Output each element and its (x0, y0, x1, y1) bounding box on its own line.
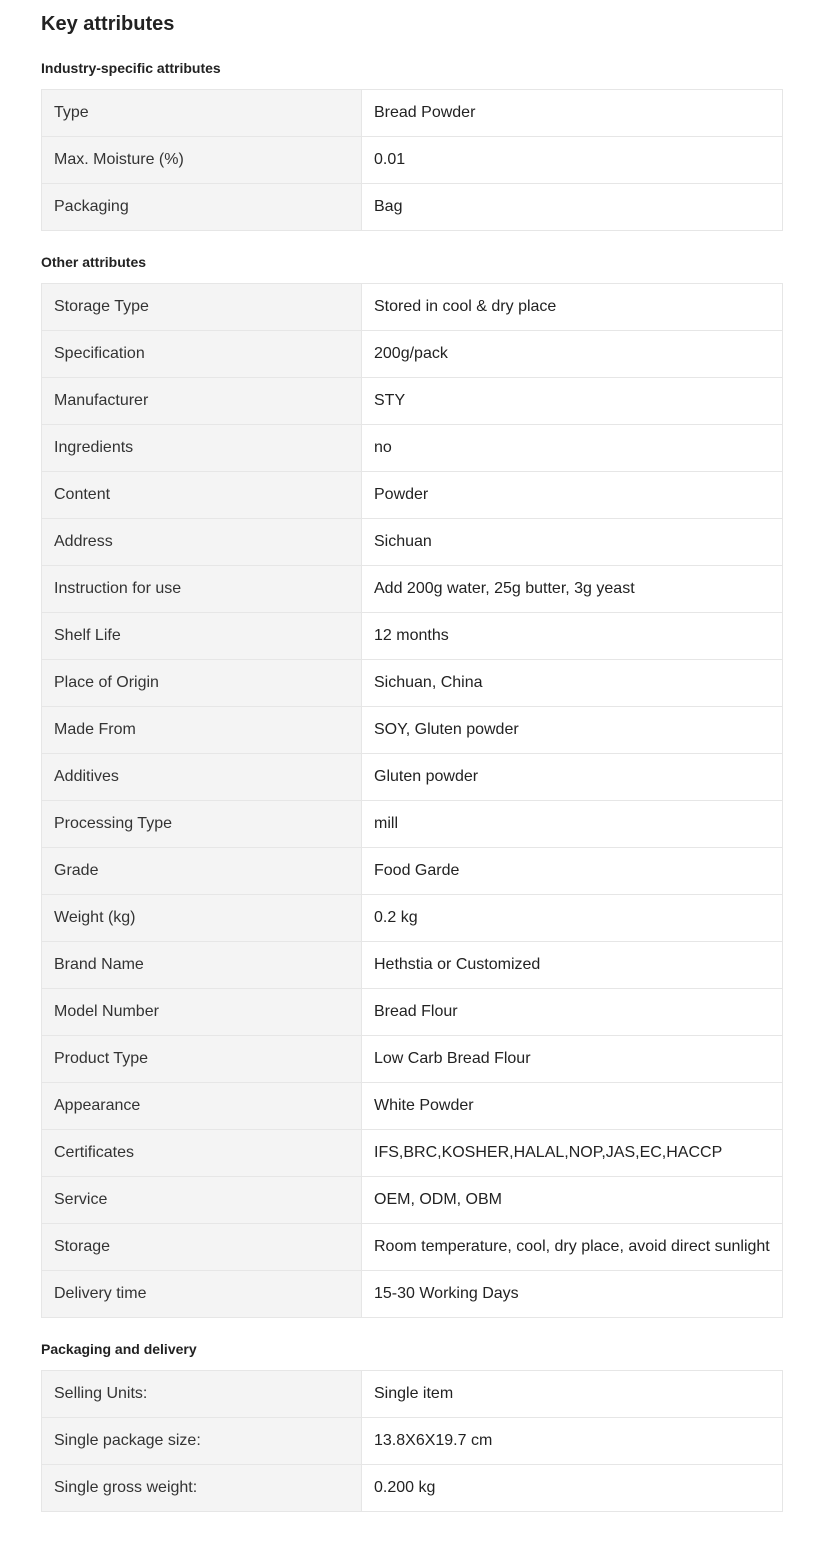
attribute-value: 15-30 Working Days (362, 1271, 783, 1318)
attribute-label: Address (42, 519, 362, 566)
attribute-row (42, 801, 783, 848)
attribute-row (42, 184, 783, 231)
attribute-row (42, 1083, 783, 1130)
attribute-value: Room temperature, cool, dry place, avoid direct sunlight (362, 1224, 783, 1271)
packaging-delivery-table (41, 1370, 783, 1512)
attribute-label: Single gross weight: (42, 1465, 362, 1512)
attribute-row (42, 895, 783, 942)
attribute-label: Shelf Life (42, 613, 362, 660)
attribute-row (42, 90, 783, 137)
industry-attributes-body (42, 90, 783, 231)
attribute-value: 0.200 kg (362, 1465, 783, 1512)
attribute-label: Grade (42, 848, 362, 895)
attribute-row (42, 1224, 783, 1271)
attribute-label: Selling Units: (42, 1371, 362, 1418)
attribute-row (42, 942, 783, 989)
attribute-label: Place of Origin (42, 660, 362, 707)
attribute-row (42, 472, 783, 519)
attribute-label: Instruction for use (42, 566, 362, 613)
section-title-other-attributes: Other attributes (41, 254, 147, 270)
packaging-delivery-body (42, 1371, 783, 1512)
attribute-value: 0.2 kg (362, 895, 783, 942)
page-title: Key attributes (41, 13, 175, 35)
attribute-label: Made From (42, 707, 362, 754)
attribute-label: Ingredients (42, 425, 362, 472)
attribute-row (42, 660, 783, 707)
attribute-value: Low Carb Bread Flour (362, 1036, 783, 1083)
attribute-label: Processing Type (42, 801, 362, 848)
attribute-value: Food Garde (362, 848, 783, 895)
attribute-row (42, 1418, 783, 1465)
attribute-row (42, 1271, 783, 1318)
other-attributes-body (42, 284, 783, 1318)
attribute-label: Single package size: (42, 1418, 362, 1465)
other-attributes-table (41, 283, 783, 1318)
attribute-label: Type (42, 90, 362, 137)
attribute-row (42, 848, 783, 895)
attribute-row (42, 1371, 783, 1418)
attribute-value: SOY, Gluten powder (362, 707, 783, 754)
attribute-label: Content (42, 472, 362, 519)
attribute-row (42, 137, 783, 184)
attribute-row (42, 707, 783, 754)
attribute-value: Bread Powder (362, 90, 783, 137)
attribute-label: Max. Moisture (%) (42, 137, 362, 184)
attribute-value: 0.01 (362, 137, 783, 184)
attribute-row (42, 754, 783, 801)
attribute-value: Powder (362, 472, 783, 519)
attribute-value: 13.8X6X19.7 cm (362, 1418, 783, 1465)
attribute-value: no (362, 425, 783, 472)
attribute-value: Gluten powder (362, 754, 783, 801)
attribute-row (42, 331, 783, 378)
attribute-label: Storage Type (42, 284, 362, 331)
attribute-row (42, 566, 783, 613)
attribute-value: Stored in cool & dry place (362, 284, 783, 331)
attribute-label: Specification (42, 331, 362, 378)
attribute-value: 12 months (362, 613, 783, 660)
attribute-label: Certificates (42, 1130, 362, 1177)
attribute-label: Additives (42, 754, 362, 801)
attribute-label: Brand Name (42, 942, 362, 989)
attribute-value: Hethstia or Customized (362, 942, 783, 989)
attribute-row (42, 519, 783, 566)
industry-attributes-table (41, 89, 783, 231)
attribute-value: Single item (362, 1371, 783, 1418)
attribute-value: Add 200g water, 25g butter, 3g yeast (362, 566, 783, 613)
attribute-value: Sichuan (362, 519, 783, 566)
attribute-label: Model Number (42, 989, 362, 1036)
attribute-value: OEM, ODM, OBM (362, 1177, 783, 1224)
attribute-label: Manufacturer (42, 378, 362, 425)
section-title-industry-specific: Industry-specific attributes (41, 60, 221, 76)
attribute-row (42, 1177, 783, 1224)
attribute-row (42, 1130, 783, 1177)
section-title-packaging-delivery: Packaging and delivery (41, 1341, 197, 1357)
attribute-row (42, 989, 783, 1036)
attribute-value: White Powder (362, 1083, 783, 1130)
attribute-label: Packaging (42, 184, 362, 231)
attribute-value: Sichuan, China (362, 660, 783, 707)
attribute-row (42, 284, 783, 331)
attribute-row (42, 378, 783, 425)
attribute-value: 200g/pack (362, 331, 783, 378)
attribute-row (42, 425, 783, 472)
attribute-row (42, 1465, 783, 1512)
attribute-label: Delivery time (42, 1271, 362, 1318)
attribute-label: Service (42, 1177, 362, 1224)
attribute-label: Weight (kg) (42, 895, 362, 942)
attribute-label: Storage (42, 1224, 362, 1271)
attribute-value: Bread Flour (362, 989, 783, 1036)
attribute-value: STY (362, 378, 783, 425)
attribute-label: Appearance (42, 1083, 362, 1130)
attribute-row (42, 613, 783, 660)
attribute-value: IFS,BRC,KOSHER,HALAL,NOP,JAS,EC,HACCP (362, 1130, 783, 1177)
attribute-value: Bag (362, 184, 783, 231)
attribute-row (42, 1036, 783, 1083)
attribute-value: mill (362, 801, 783, 848)
attribute-label: Product Type (42, 1036, 362, 1083)
